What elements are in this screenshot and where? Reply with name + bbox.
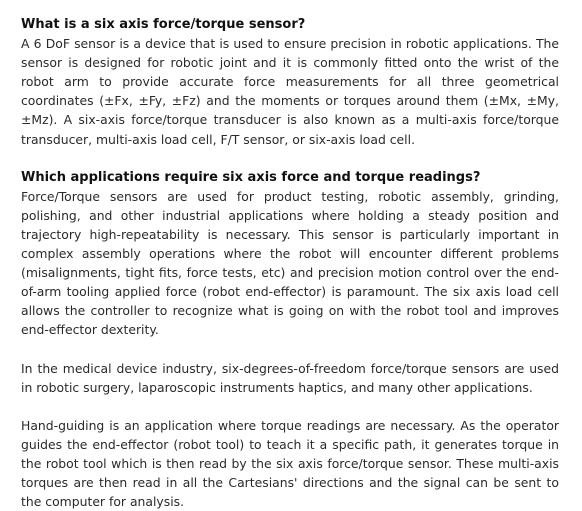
paragraph-spacer [21,397,559,416]
paragraph-spacer [21,340,559,359]
section-paragraph-hand-guiding: Hand-guiding is an application where torque readings are necessary. As the operator guides the end-effector (robot tool) to teach it a specific path, it generates torque in the robot tool which is then read by the six axis force/torque sensor. These multi-axis torques are then read in all the Cartesians' directions and the signal can be sent to the computer for analysis. [21,417,559,510]
article [21,15,559,511]
section-paragraph-definition: A 6 DoF sensor is a device that is used to ensure precision in robotic applications. The sensor is designed for robotic joint and it is commonly fitted onto the wrist of the robot arm to provide accurate force measurements for all three geometrical coordinates (±Fx, ±Fy, ±Fz) and the moments or torques around them (±Mx, ±My, ±Mz). A six-axis force/torque transducer is also known as a multi-axis force/torque transducer, multi-axis load cell, F/T sensor, or six-axis load cell. [21,36,559,147]
section-spacer [21,149,559,168]
section-heading-what-is: What is a six axis force/torque sensor? [21,17,306,32]
section-paragraph-industrial: Force/Torque sensors are used for product testing, robotic assembly, grinding, polishing, and other industrial applications where holding a steady position and trajectory high-repeatability is necessary. This sensor is particularly important in complex assembly operations where the robot will encounter different problems (misalignments, tight fits, force tests, etc) and precision motion control over the end-of-arm tooling applied force (robot end-effector) is paramount. The six axis load cell allows the controller to recognize what is going on with the robot tool and improves end-effector dexterity. [21,188,559,338]
section-heading-applications: Which applications require six axis force and torque readings? [21,169,481,185]
section-paragraph-medical: In the medical device industry, six-degrees-of-freedom force/torque sensors are used in robotic surgery, laparoscopic instruments haptics, and many other applications. [21,360,559,395]
